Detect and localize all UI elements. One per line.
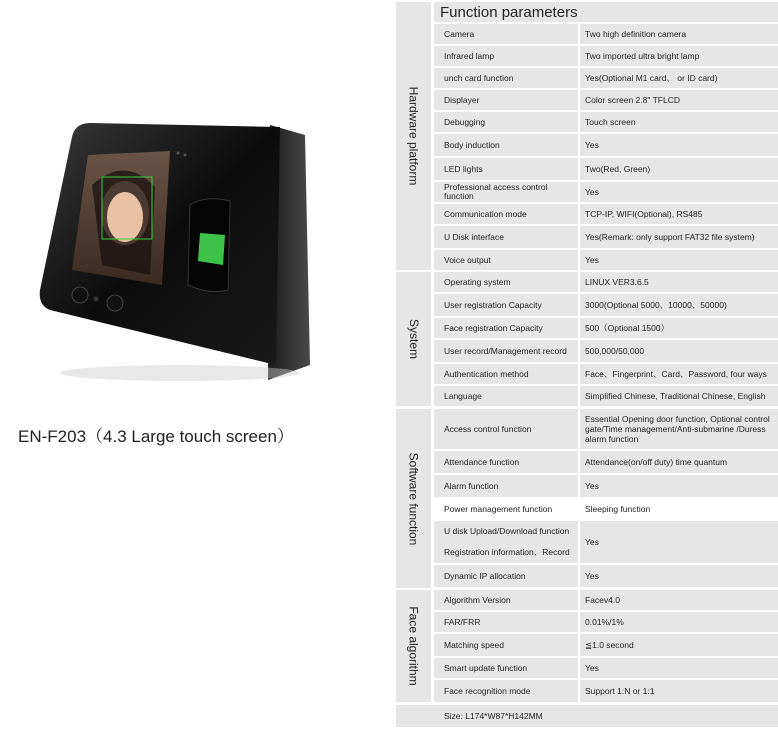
table-row — [434, 46, 778, 66]
product-caption: EN-F203（4.3 Large touch screen） — [18, 427, 294, 446]
param-value: Color screen 2.8" TFLCD — [585, 95, 680, 105]
param-value: Touch screen — [585, 117, 636, 127]
param-name: Face recognition mode — [444, 685, 531, 696]
table-row — [434, 158, 778, 180]
param-value: Yes — [585, 255, 599, 265]
param-name: Face registration Capacity — [444, 322, 543, 333]
table-row — [434, 451, 778, 473]
table-row — [434, 112, 778, 132]
table-row — [434, 409, 778, 449]
param-value: 500,000/50,000 — [585, 346, 645, 356]
param-name: U Disk interface — [444, 231, 504, 242]
table-row — [434, 658, 778, 678]
table-row — [434, 134, 778, 156]
param-value: Two high definition camera — [585, 29, 687, 39]
param-value: Support 1:N or 1:1 — [585, 686, 655, 696]
param-name: Authentication method — [444, 368, 529, 379]
table-row — [434, 634, 778, 656]
param-value: Yes(Remark: only support FAT32 file system) — [585, 232, 755, 242]
size-footer — [396, 705, 778, 727]
table-row — [434, 612, 778, 632]
param-name: unch card function — [444, 72, 514, 83]
param-name: Camera — [444, 28, 475, 39]
group-software-function — [396, 409, 431, 588]
table-row — [434, 272, 778, 292]
param-name: User record/Management record — [444, 345, 567, 356]
param-value: 500（Optional 1500） — [585, 323, 670, 333]
param-value: Two imported ultra bright lamp — [585, 51, 700, 61]
table-row — [434, 68, 778, 88]
table-row — [434, 499, 778, 519]
param-name: Language — [444, 390, 482, 401]
param-value: Face、Fingerprint、Card、Password, four ways — [585, 369, 767, 379]
param-name: Communication mode — [444, 208, 527, 219]
group-label: Software function — [406, 452, 421, 545]
param-value: Yes — [585, 187, 599, 197]
table-row — [434, 680, 778, 702]
table-row — [434, 250, 778, 270]
param-name: Matching speed — [444, 639, 505, 650]
param-value: Yes(Optional M1 card、 or ID card) — [585, 73, 718, 83]
param-name: Algorithm Version — [444, 594, 511, 605]
spec-title: Function parameters — [440, 4, 578, 21]
group-label: System — [406, 318, 421, 360]
param-value: Yes — [585, 140, 599, 150]
table-row — [434, 90, 778, 110]
param-name: Infrared lamp — [444, 50, 495, 61]
param-value: Yes — [585, 571, 599, 581]
table-row — [434, 590, 778, 610]
param-value: 3000(Optional 5000、10000、50000) — [585, 300, 727, 310]
group-hardware-platform — [396, 2, 431, 270]
param-name: FAR/FRR — [444, 616, 481, 627]
param-name: Professional access control function — [444, 182, 548, 201]
param-name: U disk Upload/Download function Registration information、Record — [444, 526, 570, 557]
param-value: 0.01%/1% — [585, 617, 624, 627]
size-text: Size: L174*W87*H142MM — [444, 711, 543, 721]
param-name: Attendance function — [444, 456, 520, 467]
table-row — [434, 182, 778, 202]
param-name: User registration Capacity — [444, 299, 542, 310]
table-row — [434, 294, 778, 316]
param-value: Yes — [585, 481, 599, 491]
param-name: Smart update function — [444, 662, 528, 673]
param-value: Attendance(on/off duty) time quantum — [585, 457, 728, 467]
param-name: LED lights — [444, 163, 483, 174]
param-name: Alarm function — [444, 480, 499, 491]
table-row — [434, 204, 778, 224]
param-value: Simplified Chinese, Traditional Chinese, English — [585, 391, 766, 401]
device-image — [30, 115, 320, 385]
param-value: Sleeping function — [585, 504, 651, 514]
param-name: Displayer — [444, 94, 480, 105]
table-row — [434, 318, 778, 338]
table-row — [434, 226, 778, 248]
table-row — [434, 521, 778, 563]
param-name: Debugging — [444, 116, 486, 127]
param-value: TCP-IP, WIFI(Optional), RS485 — [585, 209, 703, 219]
param-name: Access control function — [444, 423, 532, 434]
param-value: Facev4.0 — [585, 595, 620, 605]
table-row — [434, 386, 778, 406]
param-name: Dynamic IP allocation — [444, 570, 526, 581]
param-value: ≦1.0 second — [585, 640, 634, 650]
group-label: Hardware platform — [406, 86, 421, 186]
param-value: Essential Opening door function, Optional control gate/Time management/Anti-submarine /Duress alarm function — [585, 414, 770, 444]
param-value: LINUX VER3.6.5 — [585, 277, 649, 287]
param-name: Power management function — [444, 503, 553, 514]
group-system — [396, 272, 431, 406]
table-row — [434, 24, 778, 44]
table-row — [434, 565, 778, 587]
param-name: Body induction — [444, 139, 500, 150]
param-name: Operating system — [444, 276, 511, 287]
param-name: Voice output — [444, 254, 491, 265]
param-value: Yes — [585, 663, 599, 673]
table-row — [434, 340, 778, 362]
param-value: Yes — [585, 537, 599, 547]
group-label: Face algorithm — [406, 606, 421, 686]
table-row — [434, 364, 778, 384]
param-value: Two(Red, Green) — [585, 164, 651, 174]
table-row — [434, 475, 778, 497]
group-face-algorithm — [396, 590, 431, 702]
spec-table — [396, 0, 778, 731]
